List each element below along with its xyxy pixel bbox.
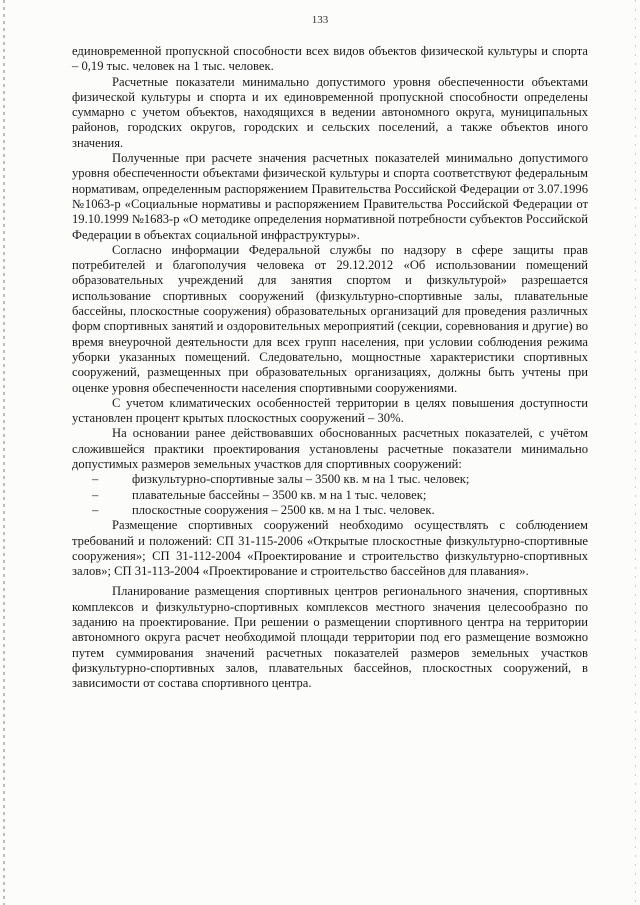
paragraph-land-plots: На основании ранее действовавших обоснованных расчетных показателей, с учётом сложившейся практики проектирования установлены расчетные показатели минимально допустимых размеров земельных участков для спортивных сооружений: bbox=[72, 426, 588, 472]
scan-edge-right bbox=[635, 0, 636, 905]
list-item-text: плоскостные сооружения – 2500 кв. м на 1 тыс. человек. bbox=[132, 502, 435, 517]
list-dash: – bbox=[92, 472, 99, 487]
paragraph-sports-centers: Планирование размещения спортивных центров регионального значения, спортивных комплексов и физкультурно-спортивных комплексов местного значения целесообразно по заданию на проектирование. При решении о размещении спортивного центра на территории автономного округа расчет необходимой площади территории под его размещение возможно путем суммирования значений расчетных показателей размеров земельных участков физкультурно-спортивных залов, плавательных бассейнов, плоскостных сооружений, в зависимости от состава спортивного центра. bbox=[72, 584, 588, 691]
paragraph-federal-norms: Полученные при расчете значения расчетных показателей минимально допустимого уровня обеспеченности объектами физической культуры и спорта соответствуют федеральным нормативам, определенным распоряжением Правительства Российской Федерации от 3.07.1996 №1063-р «Социальные нормативы и распоряжением Правительства Российской Федерации от 19.10.1999 №1683-р «О методике определения нормативной потребности субъектов Российской Федерации в объектах социальной инфраструктуры». bbox=[72, 151, 588, 242]
scan-edge-left bbox=[3, 0, 5, 905]
list-dash: – bbox=[92, 502, 99, 517]
list-dash: – bbox=[92, 487, 99, 502]
paragraph-rospotrebnadzor: Согласно информации Федеральной службы по надзору в сфере защиты прав потребителей и благополучия человека от 29.12.2012 «Об использовании помещений образовательных учреждений для занятия спортом и физкультурой» разрешается использование спортивных сооружений (физкультурно-спортивные залы, плавательные бассейны, плоскостные сооружения) образовательных организаций для проведения различных форм спортивных занятий и оздоровительных мероприятий (секции, соревнования и другие) во время внеурочной деятельности для всех групп населения, при условии соблюдения режима уборки указанных помещений. Следовательно, мощностные характеристики спортивных сооружений, размещенных при образовательных организациях, должны быть учтены при оценке уровня обеспеченности населения спортивными сооружениями. bbox=[72, 242, 588, 395]
paragraph-standards: Размещение спортивных сооружений необходимо осуществлять с соблюдением требований и положений: СП 31-115-2006 «Открытые плоскостные физкультурно-спортивные сооружения»; СП 31-112-2004 «Проектирование и строительство физкультурно-спортивных залов»; СП 31-113-2004 «Проектирование и строительство бассейнов для плавания». bbox=[72, 518, 588, 579]
paragraph-calculated-indicators: Расчетные показатели минимально допустимого уровня обеспеченности объектами физической культуры и спорта и их единовременной пропускной способности определены суммарно с учетом объектов, находящихся в ведении автономного округа, муниципальных районов, городских округов, городских и сельских поселений, а также объектов иного значения. bbox=[72, 74, 588, 150]
paragraph-climate: С учетом климатических особенностей территории в целях повышения доступности установлен процент крытых плоскостных сооружений – 30%. bbox=[72, 395, 588, 426]
list-item bbox=[72, 503, 588, 518]
list-item-text: физкультурно-спортивные залы – 3500 кв. м на 1 тыс. человек; bbox=[132, 472, 470, 487]
list-item bbox=[72, 488, 588, 503]
list-item-text: плавательные бассейны – 3500 кв. м на 1 тыс. человек; bbox=[132, 487, 427, 502]
paragraph-continuation: единовременной пропускной способности всех видов объектов физической культуры и спорта – 0,19 тыс. человек на 1 тыс. человек. bbox=[72, 44, 588, 74]
page-number: 133 bbox=[311, 14, 329, 26]
list-item bbox=[72, 472, 588, 487]
land-plot-list bbox=[72, 472, 588, 518]
